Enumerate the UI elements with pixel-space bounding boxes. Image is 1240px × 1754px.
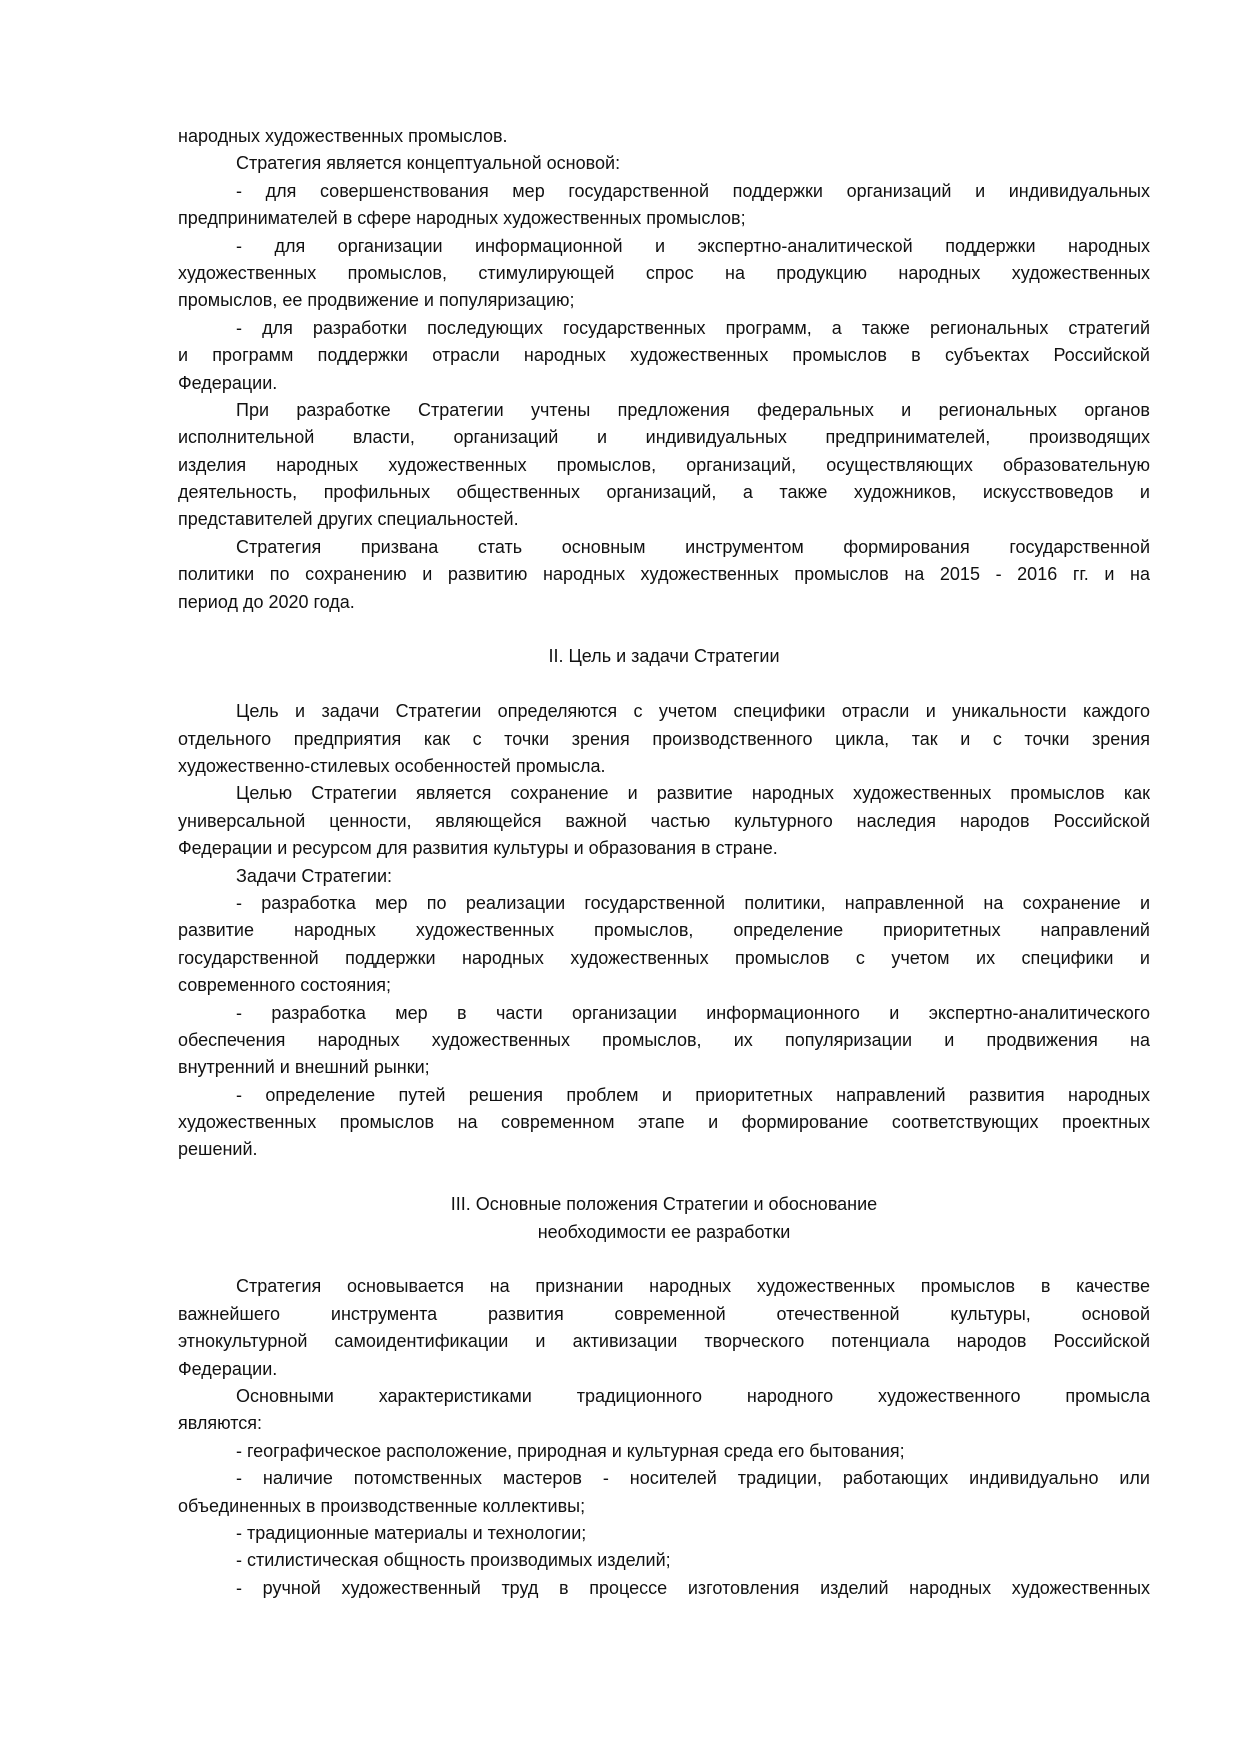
text-line: - ручной художественный труд в процессе изготовления изделий народных художественных [236, 1577, 1150, 1598]
section-heading [178, 643, 1150, 670]
text-line: предпринимателей в сфере народных художественных промыслов; [178, 208, 746, 229]
text-line: деятельность, профильных общественных организаций, а также художников, искусствоведов и [178, 482, 1150, 503]
text-line: Федерации. [178, 1358, 278, 1379]
text-line: универсальной ценности, являющейся важной частью культурного наследия народов Российской [178, 810, 1150, 831]
text-line: решений. [178, 1139, 258, 1160]
text-line: Цель и задачи Стратегии определяются с учетом специфики отрасли и уникальности каждого [236, 701, 1150, 722]
paragraph [178, 315, 1150, 397]
paragraph [178, 780, 1150, 862]
text-line: отдельного предприятия как с точки зрения производственного цикла, так и с точки зрения [178, 728, 1150, 749]
text-line: являются: [178, 1413, 263, 1434]
text-line: Задачи Стратегии: [236, 865, 393, 886]
paragraph [178, 1383, 1150, 1438]
blank-line [178, 671, 1150, 698]
text-line: - наличие потомственных мастеров - носителей традиции, работающих индивидуально или [236, 1468, 1150, 1489]
text-line: художественных промыслов, стимулирующей спрос на продукцию народных художественных [178, 262, 1150, 283]
text-line: - определение путей решения проблем и приоритетных направлений развития народных [236, 1084, 1150, 1105]
text-line: важнейшего инструмента развития современной отечественной культуры, основой [178, 1303, 1150, 1324]
paragraph [178, 1000, 1150, 1082]
paragraph [178, 178, 1150, 233]
paragraph [178, 1273, 1150, 1383]
text-line: внутренний и внешний рынки; [178, 1057, 430, 1078]
text-line: промыслов, ее продвижение и популяризацию; [178, 290, 575, 311]
text-line: государственной поддержки народных художественных промыслов с учетом их специфики и [178, 947, 1150, 968]
heading-line: II. Цель и задачи Стратегии [548, 646, 780, 667]
paragraph [178, 890, 1150, 1000]
text-line: Основными характеристиками традиционного народного художественного промысла [236, 1385, 1150, 1406]
text-line: - стилистическая общность производимых изделий; [236, 1550, 671, 1571]
text-line: Целью Стратегии является сохранение и развитие народных художественных промыслов как [236, 783, 1150, 804]
blank-line [178, 1164, 1150, 1191]
text-line: - для разработки последующих государственных программ, а также региональных стратегий [236, 317, 1150, 338]
text-line: - географическое расположение, природная и культурная среда его бытования; [236, 1440, 905, 1461]
text-line: политики по сохранению и развитию народных художественных промыслов на 2015 - 2016 гг. и на [178, 564, 1150, 585]
text-line: - разработка мер в части организации информационного и экспертно-аналитического [236, 1002, 1150, 1023]
text-line: - для совершенствования мер государственной поддержки организаций и индивидуальных [236, 180, 1150, 201]
text-line: современного состояния; [178, 975, 392, 996]
paragraph [178, 233, 1150, 315]
text-line: - традиционные материалы и технологии; [236, 1522, 587, 1543]
blank-line [178, 616, 1150, 643]
heading-line: необходимости ее разработки [537, 1221, 791, 1242]
paragraph [178, 1547, 1150, 1574]
text-line: объединенных в производственные коллективы; [178, 1495, 586, 1516]
text-line: этнокультурной самоидентификации и активизации творческого потенциала народов Российской [178, 1331, 1150, 1352]
text-line: Федерации и ресурсом для развития культуры и образования в стране. [178, 838, 778, 859]
text-line: Стратегия является концептуальной основой: [236, 153, 621, 174]
text-line: представителей других специальностей. [178, 509, 519, 530]
text-line: период до 2020 года. [178, 591, 355, 612]
text-line: Стратегия призвана стать основным инструментом формирования государственной [236, 536, 1150, 557]
paragraph [178, 1520, 1150, 1547]
text-line: - разработка мер по реализации государственной политики, направленной на сохранение и [236, 892, 1150, 913]
text-line: Стратегия основывается на признании народных художественных промыслов в качестве [236, 1276, 1150, 1297]
heading-line: III. Основные положения Стратегии и обоснование [450, 1194, 878, 1215]
paragraph [178, 123, 1150, 150]
text-line: - для организации информационной и экспертно-аналитической поддержки народных [236, 235, 1150, 256]
text-line: При разработке Стратегии учтены предложения федеральных и региональных органов [236, 399, 1150, 420]
text-line: Федерации. [178, 372, 278, 393]
text-line: и программ поддержки отрасли народных художественных промыслов в субъектах Российской [178, 345, 1150, 366]
document-page [178, 123, 1150, 1602]
text-line: художественных промыслов на современном этапе и формирование соответствующих проектных [178, 1112, 1150, 1133]
paragraph [178, 1082, 1150, 1164]
paragraph [178, 863, 1150, 890]
paragraph [178, 150, 1150, 177]
paragraph [178, 1575, 1150, 1602]
text-line: исполнительной власти, организаций и индивидуальных предпринимателей, производящих [178, 427, 1150, 448]
section-heading [178, 1191, 1150, 1246]
paragraph [178, 534, 1150, 616]
paragraph [178, 1438, 1150, 1465]
paragraph [178, 698, 1150, 780]
text-line: художественно-стилевых особенностей промысла. [178, 755, 606, 776]
text-line: изделия народных художественных промыслов, организаций, осуществляющих образовательную [178, 454, 1150, 475]
text-line: развитие народных художественных промыслов, определение приоритетных направлений [178, 920, 1150, 941]
text-line: народных художественных промыслов. [178, 126, 508, 146]
paragraph [178, 1465, 1150, 1520]
blank-line [178, 1246, 1150, 1273]
paragraph [178, 397, 1150, 534]
text-line: обеспечения народных художественных промыслов, их популяризации и продвижения на [178, 1029, 1150, 1050]
